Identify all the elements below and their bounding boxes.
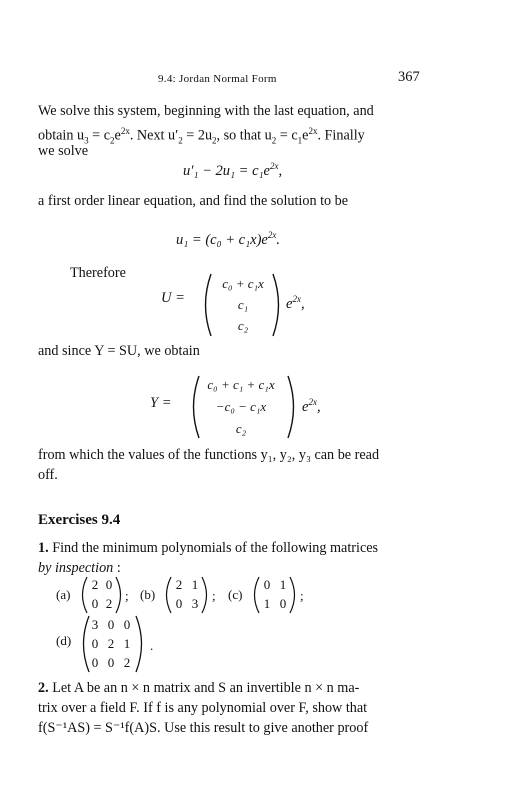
matrix-entry: 0 bbox=[263, 577, 271, 592]
matrix-entry: 2 bbox=[107, 636, 115, 651]
matrix-lhs: Y = bbox=[150, 395, 172, 411]
matrix-factor: $e^{2x}$, bbox=[286, 294, 305, 312]
paragraph-line: from which the values of the functions y₁, y₂, y₃ can be read bbox=[38, 447, 380, 463]
separator: . bbox=[150, 638, 154, 653]
matrix-entry: 1 bbox=[279, 577, 287, 592]
right-paren bbox=[285, 374, 301, 440]
matrix-entry: 2 bbox=[105, 596, 113, 611]
matrix-entry: 0 bbox=[107, 617, 115, 632]
paragraph-line: we solve bbox=[38, 143, 89, 159]
matrix-entry: 3 bbox=[191, 596, 199, 611]
matrix-entry: −c₀ − c₁x bbox=[215, 399, 267, 414]
matrix-entry: 1 bbox=[263, 596, 271, 611]
matrix-entry: c₂ bbox=[237, 318, 249, 333]
exercise-question: 2. Let A be an n × n matrix and S an invertible n × n ma- bbox=[38, 680, 360, 696]
paragraph-line: and since Y = SU, we obtain bbox=[38, 343, 200, 359]
exercise-label: (b) bbox=[140, 587, 156, 602]
matrix-entry: 2 bbox=[91, 577, 99, 592]
matrix-entry: 1 bbox=[123, 636, 131, 651]
exercise-question-line: f(S⁻¹AS) = S⁻¹f(A)S. Use this result to give another proof bbox=[38, 720, 369, 736]
matrix-entry: 0 bbox=[107, 655, 115, 670]
exercise-label: (d) bbox=[56, 633, 72, 648]
matrix-entry: c₁ bbox=[237, 297, 249, 312]
matrix-entry: c₀ + c₁ + c₁x bbox=[207, 377, 275, 392]
matrix-entry: 0 bbox=[91, 636, 99, 651]
matrix-lhs: U = bbox=[161, 290, 185, 306]
separator: ; bbox=[125, 588, 129, 603]
section-title: Exercises 9.4 bbox=[38, 512, 121, 528]
page-number: 367 bbox=[398, 69, 420, 85]
matrix-entry: 0 bbox=[105, 577, 113, 592]
right-paren bbox=[270, 272, 286, 338]
matrix-entry: 0 bbox=[123, 617, 131, 632]
matrix-entry: c₂ bbox=[235, 421, 247, 436]
right-paren bbox=[134, 614, 148, 674]
equation: $u'_1 - 2u_1 = c_1e^{2x}$, bbox=[183, 161, 283, 179]
paragraph-line: We solve this system, beginning with the last equation, and bbox=[38, 103, 374, 119]
running-header: 9.4: Jordan Normal Form bbox=[158, 73, 277, 85]
matrix-entry: 1 bbox=[191, 577, 199, 592]
matrix-entry: 0 bbox=[175, 596, 183, 611]
right-paren bbox=[288, 575, 300, 615]
separator: ; bbox=[300, 588, 304, 603]
separator: ; bbox=[212, 588, 216, 603]
exercise-question-line: trix over a field F. If f is any polynomial over F, show that bbox=[38, 700, 368, 716]
paragraph-line: off. bbox=[38, 467, 58, 483]
matrix-entry: 0 bbox=[279, 596, 287, 611]
exercise-label: (a) bbox=[56, 587, 71, 602]
matrix-entry: 2 bbox=[123, 655, 131, 670]
matrix-entry: c₀ + c₁x bbox=[222, 276, 264, 291]
equation: $u_1 = (c_0 + c_1x)e^{2x}$. bbox=[176, 230, 280, 248]
exercise-question: by inspection : bbox=[38, 560, 121, 576]
exercise-label: (c) bbox=[228, 587, 243, 602]
matrix-entry: 0 bbox=[91, 596, 99, 611]
paragraph-line: Therefore bbox=[70, 265, 126, 281]
matrix-entry: 3 bbox=[91, 617, 99, 632]
right-paren bbox=[200, 575, 212, 615]
paragraph-line: obtain $u_3 = c_2e^{2x}$. Next $u'_2 = 2u_2$, so that $u_2 = c_1e^{2x}$. Finally bbox=[38, 126, 365, 146]
matrix-entry: 0 bbox=[91, 655, 99, 670]
paragraph-line: a first order linear equation, and find the solution to be bbox=[38, 193, 349, 209]
matrix-entry: 2 bbox=[175, 577, 183, 592]
matrix-factor: $e^{2x}$, bbox=[302, 397, 321, 415]
exercise-question: 1. Find the minimum polynomials of the following matrices bbox=[38, 540, 379, 556]
